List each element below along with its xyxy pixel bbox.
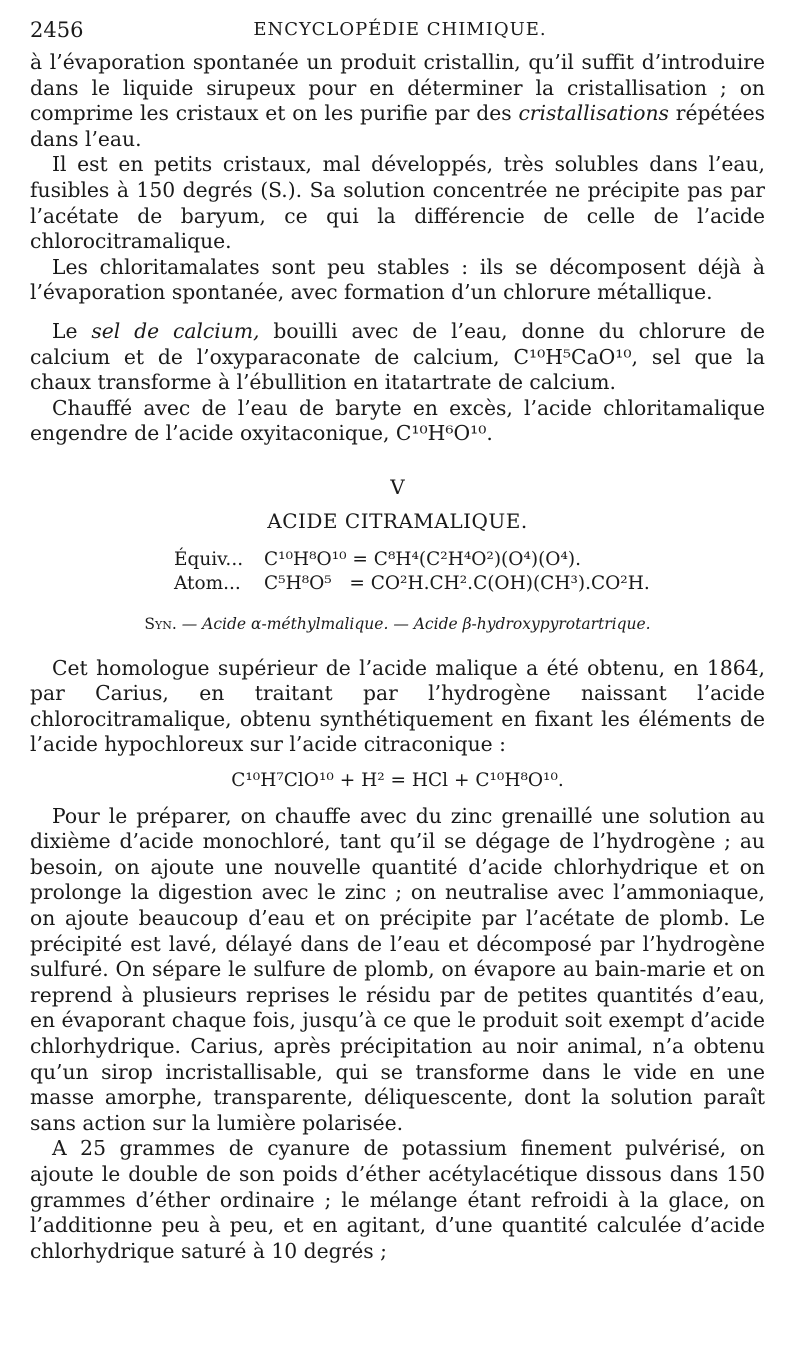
page-body xyxy=(30,50,765,1264)
paragraph-properties: Il est en petits cristaux, mal développés, très solubles dans l’eau, fusibles à 150 degrés (S.). Sa solution concentrée ne précipite pas par l’acétate de baryum, ce qui la différencie de celle de l’acide chlorocitramalique. xyxy=(30,152,765,254)
paragraph-synthesis: A 25 grammes de cyanure de potassium finement pulvérisé, on ajoute le double de son poids d’éther acétylacétique dissous dans 150 grammes d’éther ordinaire ; le mélange étant refroidi à la glace, on l’additionne peu à peu, et en agitant, d’une quantité calculée d’acide chlorhydrique saturé à 10 degrés ; xyxy=(30,1136,765,1263)
formula-block xyxy=(174,548,765,596)
formula-row-equiv: Équiv... C¹⁰H⁸O¹⁰ = C⁸H⁴(C²H⁴O²)(O⁴)(O⁴). xyxy=(174,549,581,571)
page-header xyxy=(30,18,770,46)
formula-row-atom: Atom... C⁵H⁸O⁵ = CO²H.CH².C(OH)(CH³).CO²H. xyxy=(174,573,650,595)
section-title: ACIDE CITRAMALIQUE. xyxy=(267,508,528,533)
page-number: 2456 xyxy=(30,18,84,42)
paragraph-salts: Les chloritamalates sont peu stables : ils se décomposent déjà à l’évaporation spontanée, avec formation d’un chlorure métallique. xyxy=(30,254,765,305)
reaction-equation: C¹⁰H⁷ClO¹⁰ + H² = HCl + C¹⁰H⁸O¹⁰. xyxy=(231,770,564,792)
paragraph-preparation: Pour le préparer, on chauffe avec du zinc grenaillé une solution au dixième d’acide monochloré, tant qu’il se dégage de l’hydrogène ; au besoin, on ajoute une nouvelle quantité d’acide chlorhydrique et on prolonge la digestion avec le zinc ; on neutralise avec l’ammoniaque, on ajoute beaucoup d’eau et on précipite par l’acétate de plomb. Le précipité est lavé, délayé dans de l’eau et décomposé par l’hydrogène sulfuré. On sépare le sulfure de plomb, on évapore au bain-marie et on reprend à plusieurs reprises le résidu par de petites quantités d’eau, en évaporant chaque fois, jusqu’à ce que le produit soit exempt d’acide chlorhydrique. Carius, après précipitation au noir animal, n’a obtenu qu’un sirop incristallisable, qui se transforme dans le vide en une masse amorphe, transparente, déliquescente, dont la solution paraît sans action sur la lumière polarisée. xyxy=(30,803,765,1135)
running-title: ENCYCLOPÉDIE CHIMIQUE. xyxy=(253,19,547,40)
synonyms-line: Syn. — Acide α-méthylmalique. — Acide β-hydroxypyrotartrique. xyxy=(144,615,651,634)
paragraph-continuation: à l’évaporation spontanée un produit cristallin, qu’il suffit d’introduire dans le liquide sirupeux pour en déterminer la cristallisation ; on comprime les cristaux et on les purifie par des cristallisations répétées dans l’eau. xyxy=(30,50,765,151)
section-number: V xyxy=(390,474,405,499)
paragraph-baryta: Chauffé avec de l’eau de baryte en excès, l’acide chloritamalique engendre de l’acide oxyitaconique, C¹⁰H⁶O¹⁰. xyxy=(30,395,765,446)
paragraph-history: Cet homologue supérieur de l’acide malique a été obtenu, en 1864, par Carius, en traitant par l’hydrogène naissant l’acide chlorocitramalique, obtenu synthétiquement en fixant les éléments de l’acide hypochloreux sur l’acide citraconique : xyxy=(30,655,765,757)
paragraph-calcium-salt: Le sel de calcium, bouilli avec de l’eau, donne du chlorure de calcium et de l’oxyparaconate de calcium, C¹⁰H⁵CaO¹⁰, sel que la chaux transforme à l’ébullition en itatartrate de calcium. xyxy=(30,318,765,395)
